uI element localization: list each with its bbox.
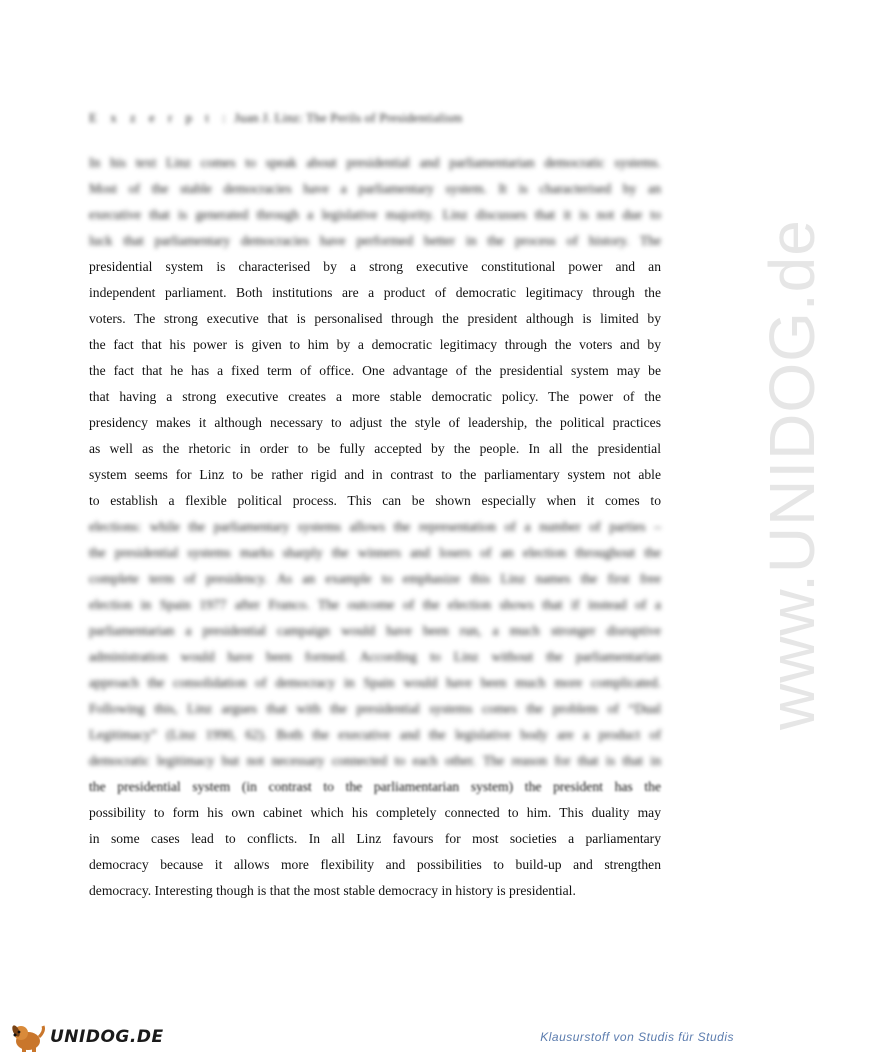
dog-mascot-icon: [8, 1021, 48, 1053]
text-line: democracy. Interesting though is that the most stable democracy in history is presidential.: [89, 883, 576, 898]
text-line: democracy because it allows more flexibility and possibilities to build-up and strengthen: [89, 857, 661, 872]
watermark: www.UNIDOG.de: [756, 219, 828, 730]
text-line: the presidential systems marks sharply the winners and losers of an election throughout the: [89, 545, 661, 560]
text-line: the fact that he has a fixed term of office. One advantage of the presidential system may be: [89, 363, 661, 378]
document-body: [89, 150, 661, 904]
document-title: [89, 110, 669, 126]
unidog-logo[interactable]: [8, 1022, 168, 1052]
text-line: complete term of presidency. As an example to emphasize this Linz names the first free: [89, 571, 661, 586]
text-line: democratic legitimacy but not necessary connected to each other. The reason for that is that in: [89, 753, 661, 768]
text-line: independent parliament. Both institutions are a product of democratic legitimacy through the: [89, 285, 661, 300]
title-prefix: E x z e r p t :: [89, 110, 231, 125]
text-line: Legitimacy” (Linz 1990, 62). Both the executive and the legislative body are a product of: [89, 727, 661, 742]
text-line: possibility to form his own cabinet which his completely connected to him. This duality may: [89, 805, 661, 820]
text-line: Following this, Linz argues that with the presidential systems comes the problem of “Dual: [89, 701, 661, 716]
text-line: to establish a flexible political process. This can be shown especially when it comes to: [89, 493, 661, 508]
text-line: system seems for Linz to be rather rigid and in contrast to the parliamentary system not able: [89, 467, 661, 482]
text-line: In his text Linz comes to speak about presidential and parliamentarian democratic systems.: [89, 155, 661, 170]
text-line: parliamentarian a presidential campaign would have been run, a much stronger disruptive: [89, 623, 661, 638]
text-line: as well as the rhetoric in order to be fully accepted by the people. In all the presidential: [89, 441, 661, 456]
footer-tagline: Klausurstoff von Studis für Studis: [540, 1030, 734, 1044]
text-line: that having a strong executive creates a more stable democratic policy. The power of the: [89, 389, 661, 404]
text-line: presidency makes it although necessary to adjust the style of leadership, the political practices: [89, 415, 661, 430]
text-line: executive that is generated through a legislative majority. Linz discusses that it is not due to: [89, 207, 661, 222]
text-line: Most of the stable democracies have a parliamentary system. It is characterised by an: [89, 181, 661, 196]
text-line: in some cases lead to conflicts. In all Linz favours for most societies a parliamentary: [89, 831, 661, 846]
text-line: elections: while the parliamentary systems allows the representation of a number of parties –: [89, 519, 661, 534]
text-line: the fact that his power is given to him by a democratic legitimacy through the voters and by: [89, 337, 661, 352]
text-line: luck that parliamentary democracies have performed better in the process of history. The: [89, 233, 661, 248]
text-line: the presidential system (in contrast to the parliamentarian system) the president has the: [89, 779, 661, 794]
text-line: presidential system is characterised by a strong executive constitutional power and an: [89, 259, 661, 274]
text-line: administration would have been formed. According to Linz without the parliamentarian: [89, 649, 661, 664]
text-line: voters. The strong executive that is personalised through the president although is limited by: [89, 311, 661, 326]
text-line: election in Spain 1977 after Franco. The outcome of the election shows that if instead of a: [89, 597, 661, 612]
text-line: approach the consolidation of democracy in Spain would have been much more complicated.: [89, 675, 661, 690]
title-rest: Juan J. Linz: The Perils of Presidentialism: [234, 110, 463, 125]
logo-text: UNIDOG.DE: [50, 1027, 164, 1047]
